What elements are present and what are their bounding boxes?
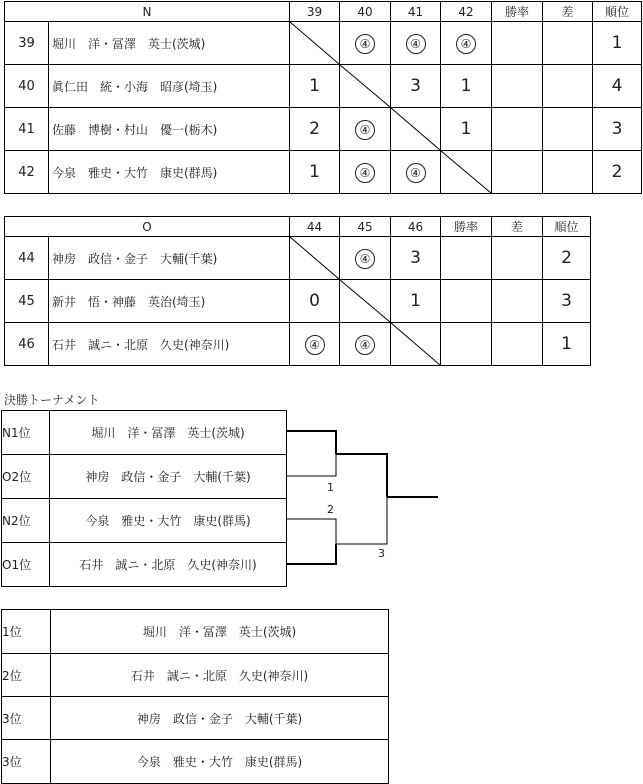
place-label: 3位 bbox=[2, 740, 51, 784]
pair-name: 今泉 雅史・大竹 康史(群馬) bbox=[49, 151, 290, 194]
pair-name: 佐藤 博樹・村山 優一(栃木) bbox=[49, 108, 290, 151]
pair-name: 新井 悟・神藤 英治(埼玉) bbox=[49, 280, 290, 323]
bracket-line bbox=[336, 497, 387, 544]
rank-cell: 2 bbox=[543, 237, 591, 280]
header-col: 差 bbox=[543, 2, 593, 22]
header-col: 40 bbox=[340, 2, 391, 22]
header-col: 順位 bbox=[543, 217, 591, 237]
row-id: 40 bbox=[5, 65, 49, 108]
tournament-title: 決勝トーナメント bbox=[4, 393, 100, 407]
rank-cell: 3 bbox=[593, 108, 642, 151]
bracket-line bbox=[286, 519, 336, 544]
rank-cell: 4 bbox=[593, 65, 642, 108]
header-col: 45 bbox=[340, 217, 391, 237]
seed-label: O2位 bbox=[2, 455, 50, 499]
row-id: 46 bbox=[5, 323, 49, 366]
row-id: 44 bbox=[5, 237, 49, 280]
place-label: 3位 bbox=[2, 697, 51, 740]
header-col: 39 bbox=[290, 2, 340, 22]
header-col: 差 bbox=[492, 217, 543, 237]
seed-label: N1位 bbox=[2, 411, 50, 455]
place-label: 1位 bbox=[2, 610, 51, 654]
bracket-line-winner bbox=[336, 454, 387, 497]
match-label: 1 bbox=[327, 481, 334, 494]
win-circle: ④ bbox=[305, 335, 325, 355]
match-label: 3 bbox=[378, 547, 385, 560]
pair-name: 堀川 洋・冨澤 英士(茨城) bbox=[51, 610, 389, 654]
win-circle: ④ bbox=[406, 163, 426, 183]
league-n-title: N bbox=[5, 2, 290, 22]
row-id: 41 bbox=[5, 108, 49, 151]
header-col: 勝率 bbox=[492, 2, 543, 22]
score-cell: 1 bbox=[290, 151, 340, 194]
bracket-line-winner bbox=[286, 544, 336, 564]
result-row bbox=[2, 697, 389, 740]
row-id: 39 bbox=[5, 22, 49, 65]
row-id: 42 bbox=[5, 151, 49, 194]
result-row bbox=[2, 654, 389, 697]
header-col: 順位 bbox=[593, 2, 642, 22]
row-id: 45 bbox=[5, 280, 49, 323]
win-circle: ④ bbox=[355, 335, 375, 355]
pair-name: 神房 政信・金子 大輔(千葉) bbox=[49, 237, 290, 280]
match-label: 2 bbox=[327, 503, 334, 516]
place-label: 2位 bbox=[2, 654, 51, 697]
win-circle: ④ bbox=[355, 249, 375, 269]
score-cell: 1 bbox=[441, 108, 492, 151]
pair-name: 石井 誠ニ・北原 久史(神奈川) bbox=[49, 323, 290, 366]
score-cell: 1 bbox=[290, 65, 340, 108]
results-table bbox=[1, 609, 389, 784]
bracket-line-winner bbox=[286, 431, 336, 454]
pair-name: 眞仁田 統・小海 昭彦(埼玉) bbox=[49, 65, 290, 108]
score-cell: 3 bbox=[391, 237, 441, 280]
win-circle: ④ bbox=[355, 163, 375, 183]
win-circle: ④ bbox=[406, 34, 426, 54]
seed-label: N2位 bbox=[2, 499, 50, 543]
result-row bbox=[2, 610, 389, 654]
score-cell: 3 bbox=[391, 65, 441, 108]
pair-name: 石井 誠ニ・北原 久史(神奈川) bbox=[50, 543, 287, 587]
header-col: 勝率 bbox=[441, 217, 492, 237]
league-o-title: O bbox=[5, 217, 290, 237]
header-col: 41 bbox=[391, 2, 441, 22]
score-cell: 1 bbox=[391, 280, 441, 323]
score-cell: 1 bbox=[441, 65, 492, 108]
header-col: 42 bbox=[441, 2, 492, 22]
pair-name: 今泉 雅史・大竹 康史(群馬) bbox=[51, 740, 389, 784]
header-col: 44 bbox=[290, 217, 340, 237]
rank-cell: 2 bbox=[593, 151, 642, 194]
score-cell: 0 bbox=[290, 280, 340, 323]
win-circle: ④ bbox=[456, 34, 476, 54]
pair-name: 石井 誠ニ・北原 久史(神奈川) bbox=[51, 654, 389, 697]
win-circle: ④ bbox=[355, 120, 375, 140]
rank-cell: 1 bbox=[593, 22, 642, 65]
rank-cell: 1 bbox=[543, 323, 591, 366]
result-row bbox=[2, 740, 389, 784]
score-cell: 2 bbox=[290, 108, 340, 151]
pair-name: 神房 政信・金子 大輔(千葉) bbox=[50, 455, 287, 499]
pair-name: 堀川 洋・冨澤 英士(茨城) bbox=[50, 411, 287, 455]
header-col: 46 bbox=[391, 217, 441, 237]
seed-label: O1位 bbox=[2, 543, 50, 587]
win-circle: ④ bbox=[355, 34, 375, 54]
rank-cell: 3 bbox=[543, 280, 591, 323]
pair-name: 堀川 洋・冨澤 英士(茨城) bbox=[49, 22, 290, 65]
pair-name: 神房 政信・金子 大輔(千葉) bbox=[51, 697, 389, 740]
bracket-line bbox=[286, 454, 336, 476]
pair-name: 今泉 雅史・大竹 康史(群馬) bbox=[50, 499, 287, 543]
